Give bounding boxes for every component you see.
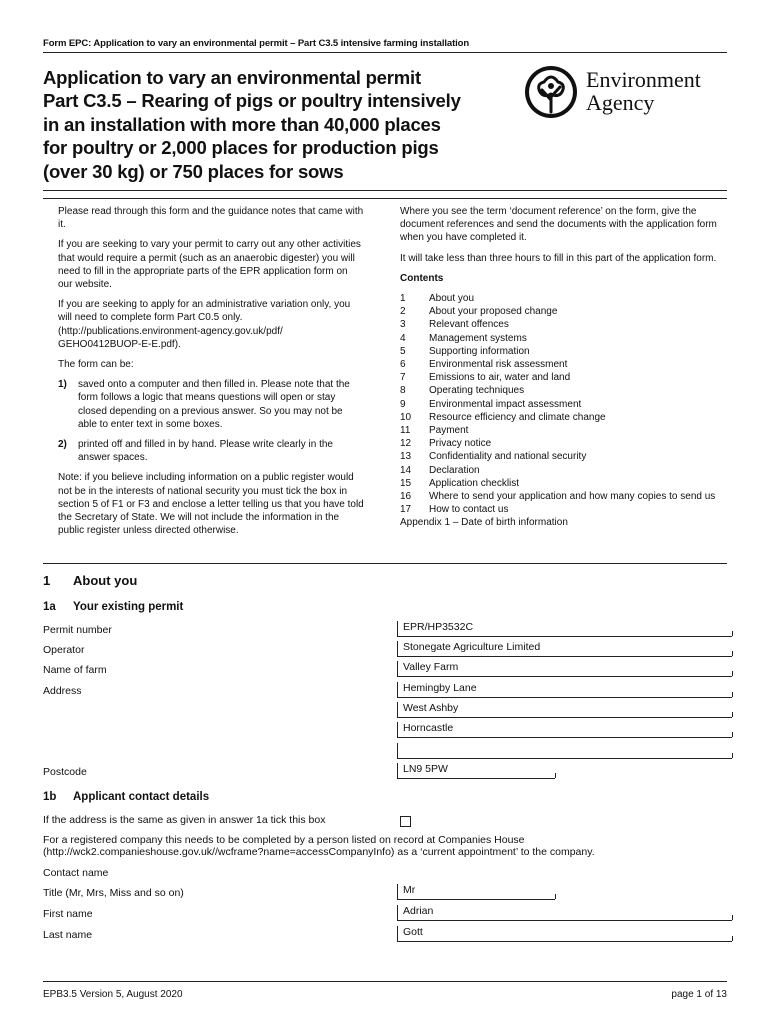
list-item bbox=[58, 438, 364, 464]
address-line-3-field[interactable] bbox=[397, 722, 732, 738]
section-title: About you bbox=[73, 573, 138, 588]
footer-rule bbox=[43, 981, 727, 982]
list-text: saved onto a computer and then filled in. Please note that the form follows a logic that means questions will open or stay closed depending on a previous answer. So you may not be able to enter text in some boxes. bbox=[78, 379, 350, 430]
form-reference-line: Form EPC: Application to vary an environmental permit – Part C3.5 intensive farming installation bbox=[43, 38, 470, 49]
first-name-value: Adrian bbox=[403, 905, 434, 917]
contents-title: How to contact us bbox=[429, 504, 509, 516]
address-line-4-field[interactable] bbox=[397, 743, 732, 759]
permit-number-field[interactable] bbox=[397, 621, 732, 637]
title-line: for poultry or 2,000 places for production pigs bbox=[43, 137, 439, 159]
contents-number: 5 bbox=[400, 345, 406, 357]
permit-number-value: EPR/HP3532C bbox=[403, 621, 474, 633]
intro-paragraph: The form can be: bbox=[58, 359, 134, 371]
contents-title: Environmental impact assessment bbox=[429, 398, 582, 410]
farm-name-field[interactable] bbox=[397, 661, 732, 677]
contents-title: Operating techniques bbox=[429, 385, 525, 397]
contents-number: 8 bbox=[400, 385, 406, 397]
tree-logo-icon bbox=[522, 64, 580, 120]
contents-title: Relevant offences bbox=[429, 319, 509, 331]
permit-number-label: Permit number bbox=[43, 624, 112, 636]
contents-title: Where to send your application and how many copies to send us bbox=[429, 491, 716, 503]
contents-appendix: Appendix 1 – Date of birth information bbox=[400, 517, 568, 529]
contents-number: 11 bbox=[400, 425, 411, 437]
list-item bbox=[58, 378, 364, 431]
contents-item bbox=[400, 292, 725, 305]
contents-number: 9 bbox=[400, 398, 406, 410]
title-label: Title (Mr, Mrs, Miss and so on) bbox=[43, 887, 184, 899]
farm-name-label: Name of farm bbox=[43, 664, 107, 676]
contents-item bbox=[400, 503, 725, 516]
postcode-field[interactable] bbox=[397, 763, 555, 779]
first-name-field[interactable] bbox=[397, 905, 732, 921]
title-line: in an installation with more than 40,000 places bbox=[43, 113, 441, 135]
contents-title: Emissions to air, water and land bbox=[429, 372, 571, 384]
contents-title: About you bbox=[429, 293, 475, 305]
company-note-line: (http://wck2.companieshouse.gov.uk//wcframe?name=accessCompanyInfo) as a ‘current appointment’ to the company. bbox=[43, 846, 595, 858]
operator-label: Operator bbox=[43, 644, 85, 656]
logo-wordmark bbox=[586, 68, 701, 114]
same-address-label: If the address is the same as given in answer 1a tick this box bbox=[43, 814, 326, 826]
first-name-label: First name bbox=[43, 908, 93, 920]
contents-item bbox=[400, 371, 725, 384]
address-label: Address bbox=[43, 685, 82, 697]
contents-number: 2 bbox=[400, 306, 406, 318]
contents-title: Resource efficiency and climate change bbox=[429, 411, 606, 423]
contents-number: 1 bbox=[400, 293, 406, 305]
contents-title: Management systems bbox=[429, 332, 527, 344]
intro-paragraph: Where you see the term ‘document reference’ on the form, give the document references and send the documents with the application form when you have completed it. bbox=[400, 206, 717, 244]
last-name-field[interactable] bbox=[397, 926, 732, 942]
logo-word-agency: Agency bbox=[586, 90, 655, 115]
intro-paragraph: It will take less than three hours to fill in this part of the application form. bbox=[400, 252, 717, 264]
list-number: 2) bbox=[58, 439, 67, 451]
intro-paragraph: Please read through this form and the guidance notes that came with it. bbox=[58, 206, 364, 231]
section-number: 1 bbox=[43, 573, 51, 588]
operator-value: Stonegate Agriculture Limited bbox=[403, 641, 541, 653]
contents-number: 3 bbox=[400, 319, 406, 331]
contents-item bbox=[400, 358, 725, 371]
contents-item bbox=[400, 477, 725, 490]
intro-paragraph: If you are seeking to apply for an administrative variation only, you will need to complete form Part C0.5 only. (http://publications.environment-agency.gov.uk/pdf/ GEHO0412BUOP-E-E.pdf). bbox=[58, 299, 351, 350]
contents-item bbox=[400, 332, 725, 345]
subsection-title: Your existing permit bbox=[73, 601, 184, 613]
contents-title: About your proposed change bbox=[429, 306, 558, 318]
contents-list bbox=[400, 292, 725, 530]
header-rule bbox=[43, 52, 727, 53]
contents-title: Environmental risk assessment bbox=[429, 359, 568, 371]
contents-number: 17 bbox=[400, 504, 412, 516]
contents-heading: Contents bbox=[400, 272, 444, 284]
subsection-number: 1b bbox=[43, 791, 57, 803]
contents-item bbox=[400, 398, 725, 411]
list-text: printed off and filled in by hand. Please write clearly in the answer spaces. bbox=[78, 439, 333, 464]
contents-number: 12 bbox=[400, 438, 412, 450]
contents-item bbox=[400, 424, 725, 437]
logo-word-environment: Environment bbox=[586, 67, 701, 92]
contents-number: 6 bbox=[400, 359, 406, 371]
title-field[interactable] bbox=[397, 884, 555, 900]
company-note-line: For a registered company this needs to be completed by a person listed on record at Companies House bbox=[43, 834, 525, 846]
address-line-1-field[interactable] bbox=[397, 682, 732, 698]
contents-number: 15 bbox=[400, 477, 412, 489]
contents-item bbox=[400, 305, 725, 318]
address-line-value: Hemingby Lane bbox=[403, 682, 477, 694]
address-line-value: Horncastle bbox=[403, 722, 454, 734]
contents-title: Privacy notice bbox=[429, 438, 492, 450]
page-title bbox=[43, 66, 503, 183]
contents-item bbox=[400, 318, 725, 331]
contents-title: Declaration bbox=[429, 464, 480, 476]
contents-number: 16 bbox=[400, 491, 412, 503]
footer-version: EPB3.5 Version 5, August 2020 bbox=[43, 989, 183, 1000]
title-rule bbox=[43, 190, 727, 191]
intro-paragraph: If you are seeking to vary your permit to carry out any other activities that would require a permit (such as an anaerobic digester) you will need to fill in the appropriate parts of the EPR application form on our website. bbox=[58, 239, 361, 291]
last-name-label: Last name bbox=[43, 929, 93, 941]
address-line-value: West Ashby bbox=[403, 702, 459, 714]
contents-item bbox=[400, 345, 725, 358]
title-line: (over 30 kg) or 750 places for sows bbox=[43, 160, 344, 182]
intro-right-column bbox=[400, 205, 725, 530]
title-value: Mr bbox=[403, 884, 416, 896]
company-note bbox=[43, 834, 733, 858]
operator-field[interactable] bbox=[397, 641, 732, 657]
contents-item bbox=[400, 490, 725, 503]
contents-number: 13 bbox=[400, 451, 412, 463]
contact-name-label: Contact name bbox=[43, 867, 109, 879]
subsection-number: 1a bbox=[43, 601, 56, 613]
address-line-2-field[interactable] bbox=[397, 702, 732, 718]
contents-title: Application checklist bbox=[429, 477, 520, 489]
security-note: Note: if you believe including information on a public register would not be in the interests of national security you must tick the box in section 5 of F1 or F3 and enclose a letter telling us that you have told the Secretary of State. We will not include the information in the public register unless directed otherwise. bbox=[58, 472, 364, 537]
contents-title: Confidentiality and national security bbox=[429, 451, 587, 463]
postcode-label: Postcode bbox=[43, 766, 87, 778]
contents-item bbox=[400, 384, 725, 397]
intro-left-column bbox=[58, 205, 364, 544]
postcode-value: LN9 5PW bbox=[403, 763, 448, 775]
contents-title: Supporting information bbox=[429, 345, 530, 357]
subsection-title: Applicant contact details bbox=[73, 791, 210, 803]
contents-title: Payment bbox=[429, 425, 469, 437]
contents-item bbox=[400, 464, 725, 477]
contents-number: 7 bbox=[400, 372, 406, 384]
farm-name-value: Valley Farm bbox=[403, 661, 459, 673]
contents-number: 14 bbox=[400, 464, 412, 476]
title-line: Application to vary an environmental permit bbox=[43, 67, 421, 88]
contents-item bbox=[400, 411, 725, 424]
title-line: Part C3.5 – Rearing of pigs or poultry intensively bbox=[43, 90, 461, 112]
contents-item bbox=[400, 437, 725, 450]
contents-number: 4 bbox=[400, 332, 406, 344]
contents-number: 10 bbox=[400, 411, 412, 423]
list-number: 1) bbox=[58, 379, 67, 391]
environment-agency-logo bbox=[522, 64, 732, 120]
footer-page-number: page 1 of 13 bbox=[671, 989, 727, 1000]
intro-box bbox=[43, 198, 727, 564]
contents-item bbox=[400, 450, 725, 463]
same-address-checkbox[interactable] bbox=[400, 816, 411, 827]
last-name-value: Gott bbox=[403, 926, 423, 938]
